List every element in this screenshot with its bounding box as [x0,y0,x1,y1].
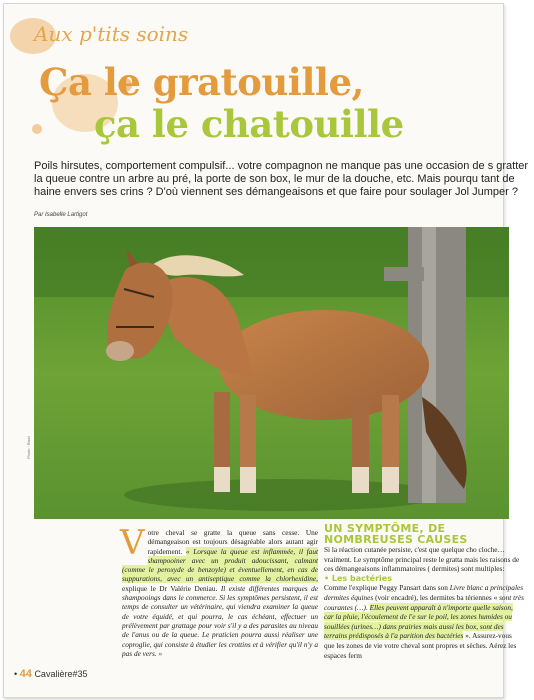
left-p1-end: explique le Dr Valérie Deniau. [122,583,221,593]
horse-photo [34,227,509,519]
photo-credit: Photo : Rixel [26,436,31,459]
footer-bullet: • [14,669,18,679]
left-column [120,523,318,658]
magazine-issue: Cavalière#35 [34,669,88,679]
right-p2-highlight: Elles peuvent apparaît à n'importe quelle saison, car la pluie, l'écoulement de l'e sur le poil, les zones humides ou souillées (urines…) dans prairies mais aussi les box, sont des terrains prédisposés à l'a parition des bactéries [324,602,513,641]
headline-line-1: Ça le gratouille, [39,60,364,104]
section-heading-line-2: NOMBREUSES CAUSES [324,532,468,546]
right-column [324,524,524,660]
right-p2-mid: (voir encadré), les dermites ba tériennes « [373,592,500,602]
left-p1-start: otre cheval se gratte la queue sans cesse. Une démangeaison est toujours désagréable alors autant agir rapidement. [147,528,318,556]
byline: Par Isabelle Lartigot [34,212,88,218]
section-label: Aux p'tits soins [34,22,189,46]
book-title: Livre blanc a principales dermites équines [324,583,524,602]
left-p1-quote: « Lorsque la queue est inflammée, il faut shampooiner avec un produit adoucissant, calmant (comme le peroxyde de benzoyle) et éventuellement, en cas de suppurations, avec un antiseptique comme la chlorhexidine, [122,546,318,584]
right-p2-start: Comme l'explique Peggy Pansart dans son [324,583,450,593]
right-p1: Si la réaction cutanée persiste, c'est que quelque cho cloche… vraiment. Le symptôme principal reste le gratta mais les raisons de ces démangeaisons inflammatoires ( dermites) sont multiples: [324,545,520,574]
dropcap: V [120,523,145,563]
right-p2-italic: sont très courantes (…). [324,592,525,612]
section-heading-line-1: UN SYMPTÔME, DE [324,522,446,535]
page-number: 44 [19,668,32,680]
subheading-bacteries: • Les bactéries [324,573,392,583]
paint-splash [32,124,42,134]
page-footer [14,668,87,680]
magazine-page [3,3,529,698]
right-p2 [324,583,524,660]
headline-line-2: ça le chatouille [94,102,404,146]
lead-paragraph: Poils hirsutes, comportement compulsif... votre compagnon ne manque pas une occasion de s gratter la queue contre un arbre au pré, la porte de son box, le mur de la douche, etc. Mais pourqu tant de haine envers ses crins ? D'où viennent ses démangeaisons et que faire pour soulager Jol Jumper ? [34,160,529,199]
left-p1-italic: Il existe différentes marques de shampooings dans le commerce. Si les symptômes persistent, il est temps de consulter un vétérinaire, qui viendra examiner la queue de votre équidé, et qui pourra, le cas échéant, effectuer un prélèvement par grattage pour voir s'il y a des parasites au niveau de l'anus ou de la queue. Le praticien pourra aussi réaliser une coproglie, qui consiste à étudier les crottins et à vérifier qu'il n'y a pas de vers. » [122,583,318,658]
right-p2-end: ». Assurez-vous que les zones de vie votre cheval sont propres et sèches. Aérez les espaces ferm [324,631,517,660]
